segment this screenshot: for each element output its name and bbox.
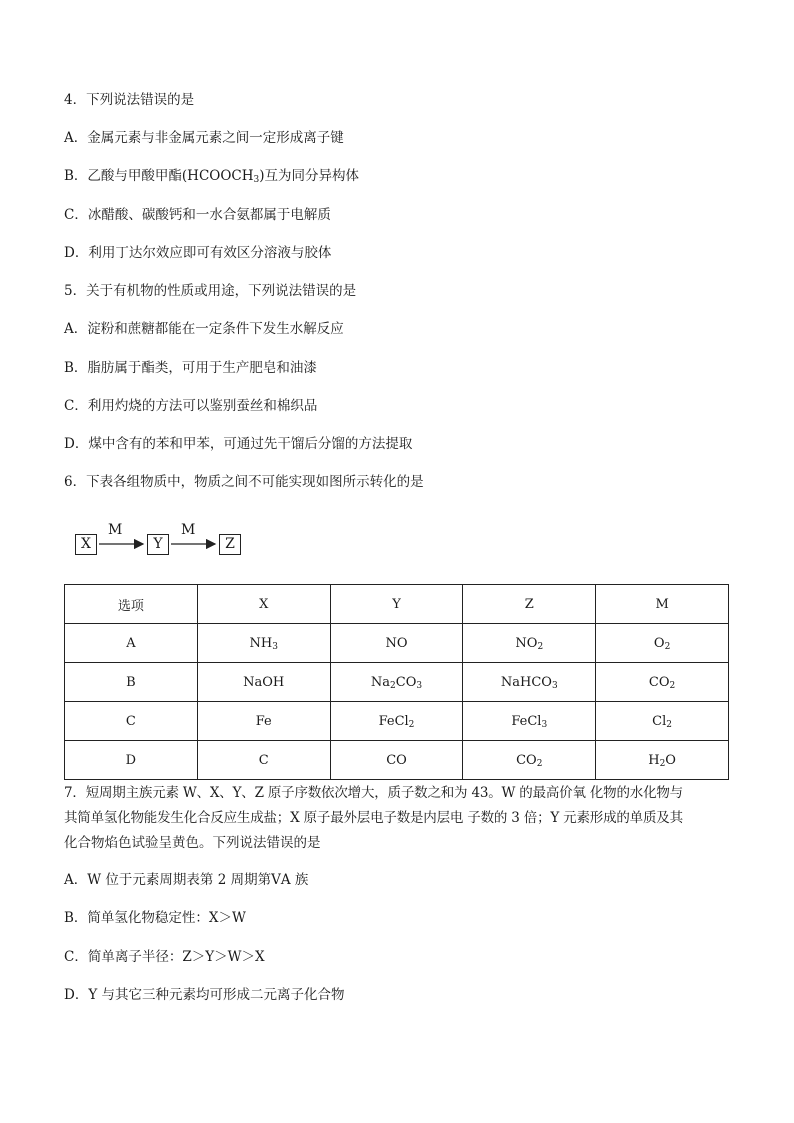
q7-option-a: A．W 位于元素周期表第 2 周期第ⅤA 族 (64, 872, 309, 888)
q5-option-a: A．淀粉和蔗糖都能在一定条件下发生水解反应 (64, 321, 344, 337)
option-cell: B (65, 663, 198, 702)
formula-cell: NaHCO$_3$ (463, 663, 596, 702)
q7-option-d: D．Y 与其它三种元素均可形成二元离子化合物 (64, 987, 345, 1003)
arrow-label-m1: M (108, 522, 123, 538)
box-y: Y (147, 534, 169, 555)
formula-cell: $CO_2$ (596, 663, 729, 702)
options-table (64, 584, 729, 780)
formula-cell: $NO_2$ (463, 624, 596, 663)
q5-option-d: D．煤中含有的苯和甲苯，可通过先干馏后分馏的方法提取 (64, 436, 413, 452)
q7-stem-line: 其简单氢化物能发生化合反应生成盐；X 原子最外层电子数是内层电 子数的 3 倍；Y 元素形成的单质及其 (64, 810, 683, 826)
q5-option-b: B．脂肪属于酯类，可用于生产肥皂和油漆 (64, 360, 317, 376)
conversion-diagram (75, 524, 245, 558)
formula-cell: C (197, 741, 330, 780)
formula-cell: CO (330, 741, 463, 780)
formula-cell: Fe (197, 702, 330, 741)
table-row (65, 663, 729, 702)
header-cell: X (197, 585, 330, 624)
q7-option-b: B．简单氢化物稳定性：X＞W (64, 910, 246, 926)
table-row (65, 624, 729, 663)
formula-cell: FeCl$_3$ (463, 702, 596, 741)
q6-stem: 6．下表各组物质中，物质之间不可能实现如图所示转化的是 (64, 474, 424, 490)
box-x: X (75, 534, 97, 555)
table-header-row (65, 585, 729, 624)
q7-stem-line: 7．短周期主族元素 W、X、Y、Z 原子序数依次增大，质子数之和为 43。W 的最高价氧 化物的水化物与 (64, 785, 683, 801)
q5-option-c: C．利用灼烧的方法可以鉴别蚕丝和棉织品 (64, 398, 318, 414)
q4-option-c: C．冰醋酸、碳酸钙和一水合氨都属于电解质 (64, 207, 331, 223)
q4-option-a: A．金属元素与非金属元素之间一定形成离子键 (64, 130, 344, 146)
q7-option-c: C．简单离子半径：Z＞Y＞W＞X (64, 949, 265, 965)
q4-option-b-sub: 3 (253, 175, 260, 185)
q7-stem-line: 化合物焰色试验呈黄色。下列说法错误的是 (64, 835, 321, 851)
q4-option-b (64, 167, 359, 185)
option-cell: D (65, 741, 198, 780)
q5-stem: 5．关于有机物的性质或用途，下列说法错误的是 (64, 283, 357, 299)
formula-cell: $H_2O$ (596, 741, 729, 780)
option-cell: A (65, 624, 198, 663)
header-cell: Z (463, 585, 596, 624)
formula-cell: $NH_3$ (197, 624, 330, 663)
formula-cell: FeCl$_2$ (330, 702, 463, 741)
header-cell: 选项 (65, 585, 198, 624)
option-cell: C (65, 702, 198, 741)
formula-cell: $Cl_2$ (596, 702, 729, 741)
box-z: Z (219, 534, 241, 555)
header-cell: M (596, 585, 729, 624)
q4-option-d: D．利用丁达尔效应即可有效区分溶液与胶体 (64, 245, 332, 261)
formula-cell: $Na_2CO_3$ (330, 663, 463, 702)
q4-option-b-pre: B．乙酸与甲酸甲酯(HCOOCH (64, 168, 254, 184)
table-row (65, 702, 729, 741)
arrow-label-m2: M (181, 522, 196, 538)
formula-cell: $CO_2$ (463, 741, 596, 780)
formula-cell: NaOH (197, 663, 330, 702)
q7-stem (64, 781, 730, 856)
formula-cell: $O_2$ (596, 624, 729, 663)
formula-cell: NO (330, 624, 463, 663)
q4-option-b-post: )互为同分异构体 (259, 168, 360, 184)
table-row (65, 741, 729, 780)
q4-stem: 4．下列说法错误的是 (64, 92, 195, 108)
header-cell: Y (330, 585, 463, 624)
